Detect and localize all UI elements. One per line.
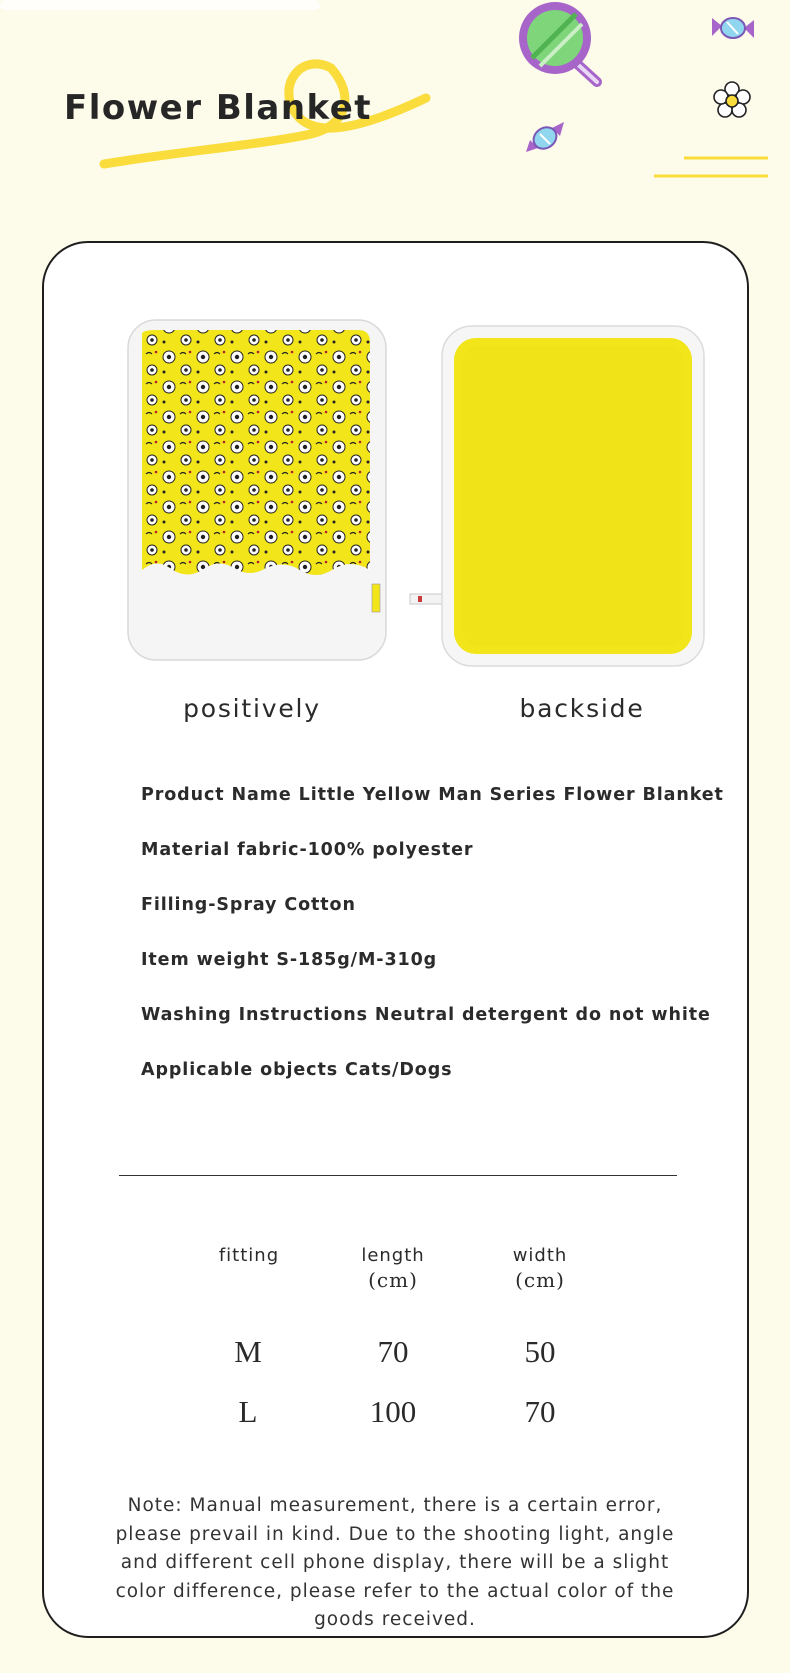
disclaimer-note: Note: Manual measurement, there is a certain error, please prevail in kind. Due to the shooting light, angle and different cell phone display, there will be a slight color difference, please refer to the actual color of the goods received. xyxy=(115,1495,675,1630)
spec-item: Washing Instructions Neutral detergent do not white xyxy=(141,1005,711,1025)
front-caption: positively xyxy=(183,694,321,723)
size-header-width xyxy=(480,1245,600,1293)
lollipop-icon xyxy=(512,0,612,92)
flower-icon xyxy=(712,80,752,120)
header-unit: (cm) xyxy=(368,1267,418,1292)
size-header-length xyxy=(333,1245,453,1293)
divider xyxy=(119,1175,677,1176)
candy-icon xyxy=(708,8,758,48)
corner-blob xyxy=(0,0,340,14)
header-label: width xyxy=(512,1245,568,1266)
spec-item: Material fabric-100% polyester xyxy=(141,840,474,860)
blanket-front-image xyxy=(126,318,388,662)
header-label: fitting xyxy=(218,1245,280,1266)
spec-item: Product Name Little Yellow Man Series Flower Blanket xyxy=(141,785,724,805)
size-cell: 50 xyxy=(524,1334,556,1369)
header-unit: (cm) xyxy=(515,1267,565,1292)
page-title: Flower Blanket xyxy=(64,88,373,128)
back-caption: backside xyxy=(519,694,645,723)
spec-item: Filling-Spray Cotton xyxy=(141,895,356,915)
blanket-back-image xyxy=(402,322,706,668)
header-label: length xyxy=(361,1245,425,1266)
candy-icon xyxy=(520,116,570,160)
size-cell: 100 xyxy=(369,1394,417,1429)
spec-item: Item weight S-185g/M-310g xyxy=(141,950,438,970)
size-cell: 70 xyxy=(524,1394,556,1429)
yellow-lines xyxy=(652,152,770,182)
spec-list xyxy=(141,785,724,1115)
size-cell: M xyxy=(234,1334,262,1369)
spec-item: Applicable objects Cats/Dogs xyxy=(141,1060,453,1080)
size-cell: L xyxy=(238,1394,258,1429)
size-cell: 70 xyxy=(377,1334,409,1369)
size-header-fitting xyxy=(189,1245,309,1268)
